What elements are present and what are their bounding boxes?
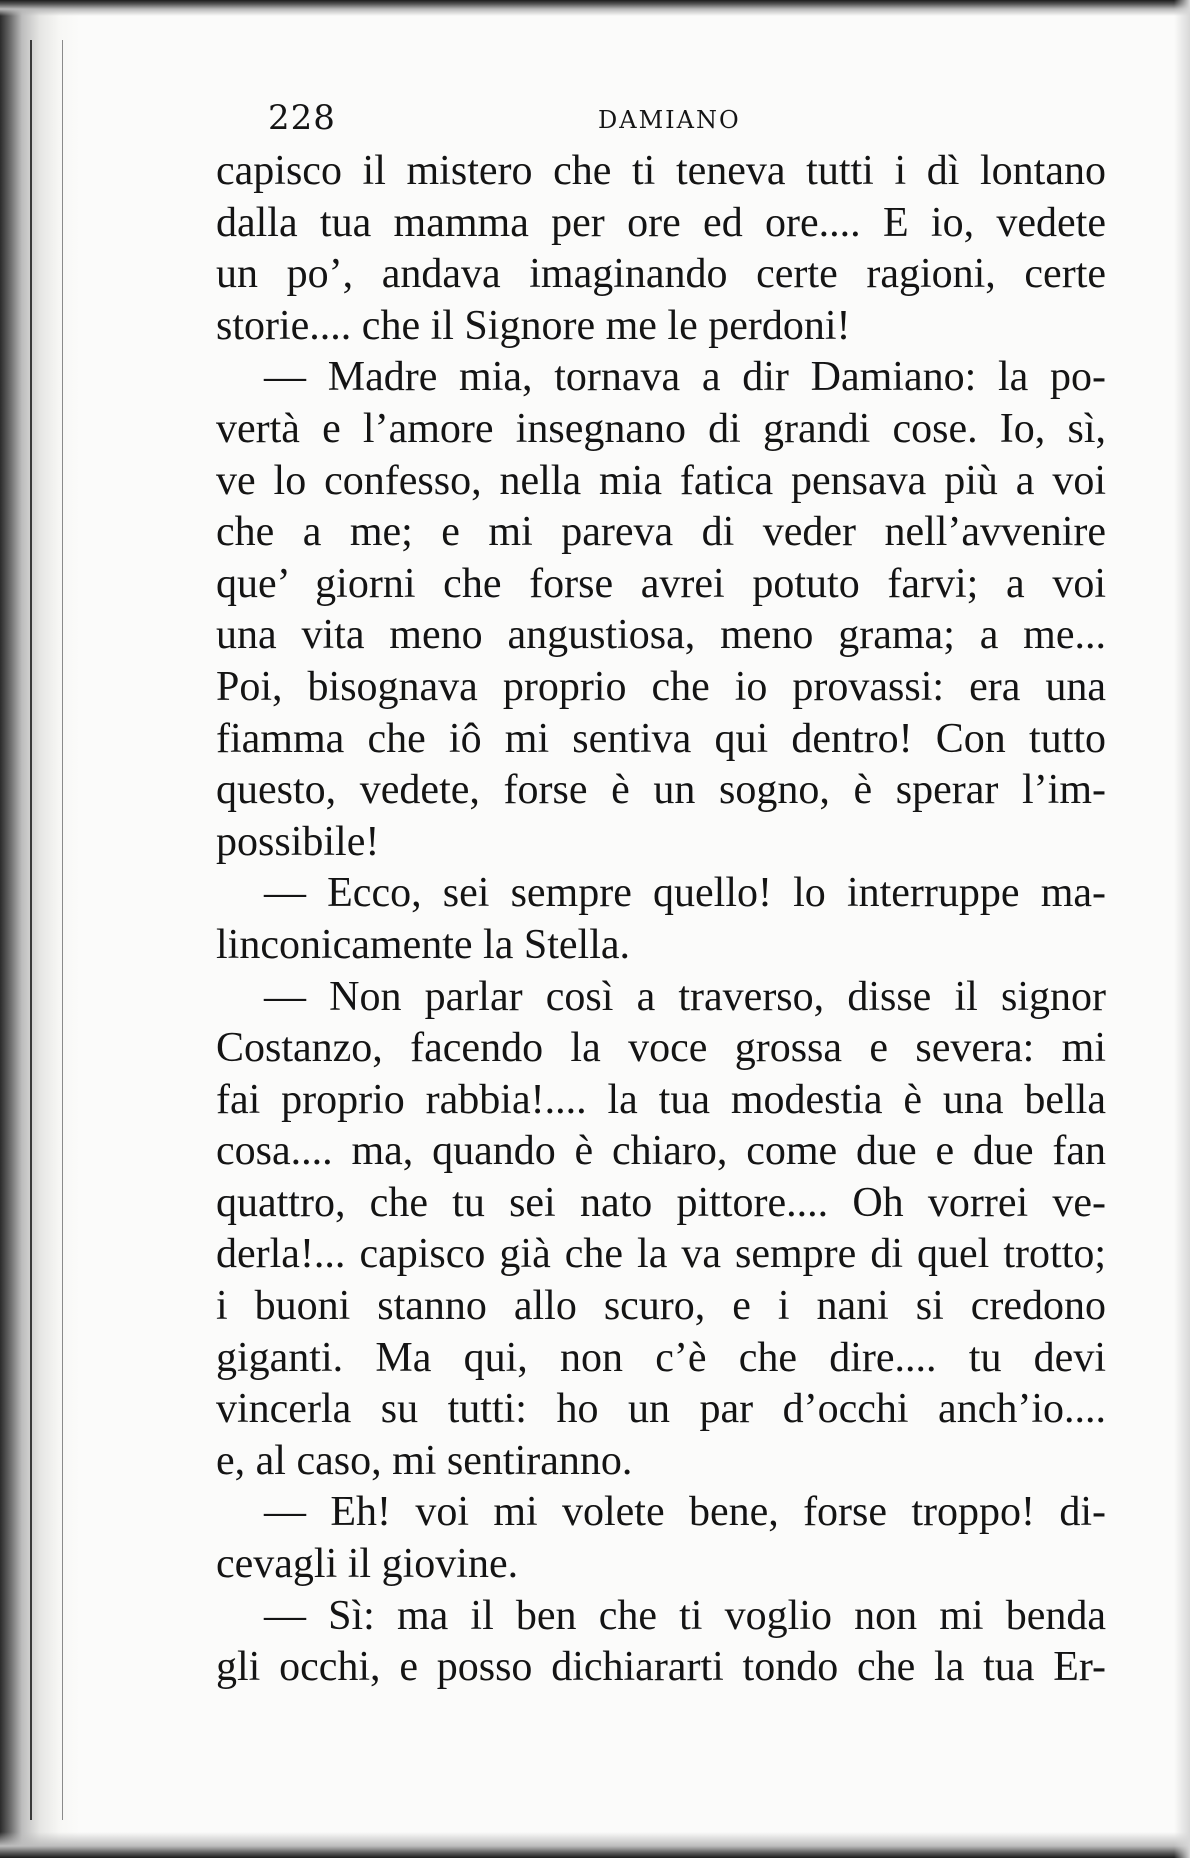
text-line: cevagli il giovine. [216,1541,519,1588]
text-line: ve lo confesso, nella mia fatica pensava più a voi [216,457,1106,504]
text-line: gli occhi, e posso dichiararti tondo che la tua Er- [216,1644,1106,1691]
gutter-line [30,40,32,1820]
text-line: — Madre mia, tornava a dir Damiano: la po- [264,354,1106,401]
text-line: derla!... capisco già che la va sempre di quel trotto; [216,1231,1106,1278]
text-line: linconicamente la Stella. [216,921,631,968]
text-line: Costanzo, facendo la voce grossa e severa: mi [216,1025,1106,1072]
text-line: fiamma che iô mi sentiva qui dentro! Con tutto [216,715,1106,762]
gutter-line [62,40,63,1820]
text-line: vincerla su tutti: ho un par d’occhi anch’io.... [216,1386,1106,1433]
page-header [268,98,748,138]
text-line: che a me; e mi pareva di veder nell’avvenire [216,509,1106,556]
page-number: 228 [268,98,336,138]
text-line: questo, vedete, forse è un sogno, è sperar l’im- [216,767,1106,814]
text-line: vertà e l’amore insegnano di grandi cose. Io, sì, [216,405,1106,452]
bottom-edge-shadow [0,1832,1190,1858]
text-line: e, al caso, mi sentiranno. [216,1437,633,1484]
text-line: i buoni stanno allo scuro, e i nani si credono [216,1283,1106,1330]
text-line: quattro, che tu sei nato pittore.... Oh vorrei ve- [216,1179,1106,1226]
right-edge-shadow [1174,0,1190,1858]
text-line: que’ giorni che forse avrei potuto farvi; a voi [216,560,1106,607]
text-line: dalla tua mamma per ore ed ore.... E io, vedete [216,199,1106,246]
text-line: — Ecco, sei sempre quello! lo interruppe ma- [264,870,1106,917]
text-line: — Sì: ma il ben che ti voglio non mi benda [264,1592,1106,1639]
running-head: DAMIANO [598,106,741,134]
body-text [216,146,1106,1694]
text-line: storie.... che il Signore me le perdoni! [216,302,851,349]
text-line: cosa.... ma, quando è chiaro, come due e due fan [216,1128,1106,1175]
text-line: fai proprio rabbia!.... la tua modestia è una bella [216,1076,1106,1123]
text-line: Poi, bisognava proprio che io provassi: era una [216,663,1106,710]
text-line: una vita meno angustiosa, meno grama; a me... [216,612,1106,659]
top-edge-shadow [0,0,1190,16]
text-line: possibile! [216,818,380,865]
text-line: — Non parlar così a traverso, disse il signor [264,973,1106,1020]
text-line: — Eh! voi mi volete bene, forse troppo! di- [264,1489,1106,1536]
text-line: capisco il mistero che ti teneva tutti i dì lontano [216,148,1106,194]
book-gutter-shadow [0,0,80,1858]
text-line: giganti. Ma qui, non c’è che dire.... tu devi [216,1334,1106,1381]
text-line: un po’, andava imaginando certe ragioni, certe [216,251,1106,298]
